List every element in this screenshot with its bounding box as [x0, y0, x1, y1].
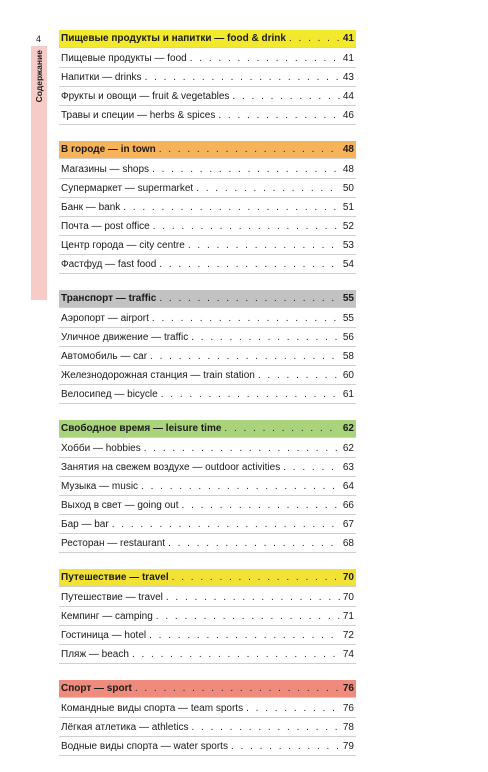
entry-page-number: 70: [342, 591, 354, 603]
entry-title: Кемпинг — camping: [61, 610, 153, 622]
entry-title: Автомобиль — car: [61, 350, 148, 362]
toc-section: [59, 680, 356, 756]
entry-page-number: 43: [342, 71, 354, 83]
toc-section: [59, 290, 356, 404]
dot-leader: [172, 572, 340, 583]
entry-title: Путешествие — travel: [61, 591, 163, 603]
entry-page-number: 50: [342, 182, 354, 194]
toc-entry[interactable]: [59, 179, 356, 198]
dot-leader: [145, 72, 340, 83]
entry-title: Командные виды спорта — team sports: [61, 702, 244, 714]
section-title: Спорт — sport: [61, 683, 132, 694]
section-page-number: 62: [342, 423, 354, 434]
toc-entry[interactable]: [59, 645, 356, 664]
dot-leader: [289, 33, 340, 44]
entry-title: Лёгкая атлетика — athletics: [61, 721, 189, 733]
section-page-number: 48: [342, 144, 354, 155]
toc-entry[interactable]: [59, 236, 356, 255]
entry-page-number: 48: [342, 163, 354, 175]
toc-entry[interactable]: [59, 607, 356, 626]
section-heading[interactable]: [59, 680, 356, 698]
dot-leader: [283, 462, 340, 473]
entry-page-number: 61: [342, 388, 354, 400]
toc-entry[interactable]: [59, 699, 356, 718]
entry-title: Железнодорожная станция — train station: [61, 369, 255, 381]
toc-entry[interactable]: [59, 588, 356, 607]
entry-title: Хобби — hobbies: [61, 442, 141, 454]
section-title: Свободное время — leisure time: [61, 423, 222, 434]
entry-page-number: 54: [342, 258, 354, 270]
entry-title: Музыка — music: [61, 480, 139, 492]
toc-entry[interactable]: [59, 198, 356, 217]
section-heading[interactable]: [59, 30, 356, 48]
dot-leader: [135, 683, 340, 694]
dot-leader: [152, 313, 340, 324]
dot-leader: [144, 443, 340, 454]
entry-title: Банк — bank: [61, 201, 121, 213]
entry-page-number: 67: [342, 518, 354, 530]
entry-page-number: 51: [342, 201, 354, 213]
entry-page-number: 78: [342, 721, 354, 733]
entry-page-number: 62: [342, 442, 354, 454]
toc-entry[interactable]: [59, 534, 356, 553]
entry-title: Водные виды спорта — water sports: [61, 740, 228, 752]
dot-leader: [159, 293, 340, 304]
entry-title: Аэропорт — airport: [61, 312, 149, 324]
section-page-number: 76: [342, 683, 354, 694]
section-title: Путешествие — travel: [61, 572, 169, 583]
entry-title: Бар — bar: [61, 518, 109, 530]
page-number: 4: [36, 34, 42, 44]
entry-title: Фастфуд — fast food: [61, 258, 157, 270]
dot-leader: [156, 611, 340, 622]
toc-entry[interactable]: [59, 718, 356, 737]
toc-entry[interactable]: [59, 515, 356, 534]
dot-leader: [224, 423, 339, 434]
toc-section: [59, 30, 356, 125]
section-title: Пищевые продукты и напитки — food & drink: [61, 33, 286, 44]
table-of-contents: [59, 30, 356, 772]
toc-entry[interactable]: [59, 477, 356, 496]
dot-leader: [231, 741, 340, 752]
toc-section: [59, 420, 356, 553]
section-page-number: 55: [342, 293, 354, 304]
toc-entry[interactable]: [59, 160, 356, 179]
entry-title: Супермаркет — supermarket: [61, 182, 194, 194]
dot-leader: [153, 221, 340, 232]
entry-title: Пищевые продукты — food: [61, 52, 187, 64]
toc-entry[interactable]: [59, 255, 356, 274]
section-page-number: 41: [342, 33, 354, 44]
dot-leader: [218, 110, 340, 121]
toc-entry[interactable]: [59, 347, 356, 366]
section-heading[interactable]: [59, 290, 356, 308]
side-tab-label: Содержание: [34, 50, 44, 103]
section-page-number: 70: [342, 572, 354, 583]
side-tab: [31, 46, 47, 300]
dot-leader: [168, 538, 340, 549]
dot-leader: [123, 202, 340, 213]
entry-title: Гостиница — hotel: [61, 629, 147, 641]
dot-leader: [190, 53, 340, 64]
entry-title: Занятия на свежем воздухе — outdoor activities: [61, 461, 281, 473]
dot-leader: [150, 351, 340, 362]
toc-entry[interactable]: [59, 385, 356, 404]
dot-leader: [149, 630, 340, 641]
entry-page-number: 58: [342, 350, 354, 362]
dot-leader: [152, 164, 340, 175]
toc-entry[interactable]: [59, 626, 356, 645]
dot-leader: [112, 519, 340, 530]
dot-leader: [188, 240, 340, 251]
entry-page-number: 55: [342, 312, 354, 324]
section-heading[interactable]: [59, 569, 356, 587]
section-title: В городе — in town: [61, 144, 156, 155]
entry-page-number: 41: [342, 52, 354, 64]
toc-entry[interactable]: [59, 68, 356, 87]
entry-title: Пляж — beach: [61, 648, 129, 660]
entry-title: Почта — post office: [61, 220, 150, 232]
entry-page-number: 68: [342, 537, 354, 549]
section-heading[interactable]: [59, 141, 356, 159]
dot-leader: [159, 144, 340, 155]
entry-page-number: 64: [342, 480, 354, 492]
dot-leader: [159, 259, 340, 270]
entry-page-number: 52: [342, 220, 354, 232]
entry-title: Фрукты и овощи — fruit & vegetables: [61, 90, 230, 102]
section-title: Транспорт — traffic: [61, 293, 157, 304]
entry-page-number: 79: [342, 740, 354, 752]
entry-title: Травы и специи — herbs & spices: [61, 109, 216, 121]
dot-leader: [141, 481, 340, 492]
toc-entry[interactable]: [59, 309, 356, 328]
entry-page-number: 56: [342, 331, 354, 343]
section-heading[interactable]: [59, 420, 356, 438]
dot-leader: [166, 592, 340, 603]
dot-leader: [196, 183, 340, 194]
entry-page-number: 74: [342, 648, 354, 660]
entry-page-number: 63: [342, 461, 354, 473]
toc-section: [59, 141, 356, 274]
entry-title: Выход в свет — going out: [61, 499, 179, 511]
toc-entry[interactable]: [59, 439, 356, 458]
entry-title: Уличное движение — traffic: [61, 331, 189, 343]
toc-entry[interactable]: [59, 496, 356, 515]
toc-entry[interactable]: [59, 217, 356, 236]
entry-title: Центр города — city centre: [61, 239, 185, 251]
dot-leader: [182, 500, 340, 511]
entry-title: Напитки — drinks: [61, 71, 142, 83]
entry-title: Ресторан — restaurant: [61, 537, 166, 549]
dot-leader: [132, 649, 340, 660]
dot-leader: [232, 91, 339, 102]
toc-entry[interactable]: [59, 458, 356, 477]
dot-leader: [258, 370, 340, 381]
toc-entry[interactable]: [59, 106, 356, 125]
dot-leader: [191, 722, 339, 733]
dot-leader: [161, 389, 340, 400]
toc-entry[interactable]: [59, 87, 356, 106]
entry-page-number: 53: [342, 239, 354, 251]
entry-page-number: 76: [342, 702, 354, 714]
entry-page-number: 60: [342, 369, 354, 381]
dot-leader: [191, 332, 340, 343]
entry-page-number: 71: [342, 610, 354, 622]
toc-entry[interactable]: [59, 366, 356, 385]
entry-page-number: 72: [342, 629, 354, 641]
entry-page-number: 46: [342, 109, 354, 121]
toc-entry[interactable]: [59, 737, 356, 756]
entry-title: Магазины — shops: [61, 163, 150, 175]
toc-entry[interactable]: [59, 328, 356, 347]
entry-page-number: 66: [342, 499, 354, 511]
entry-page-number: 44: [342, 90, 354, 102]
toc-entry[interactable]: [59, 49, 356, 68]
dot-leader: [246, 703, 340, 714]
entry-title: Велосипед — bicycle: [61, 388, 158, 400]
